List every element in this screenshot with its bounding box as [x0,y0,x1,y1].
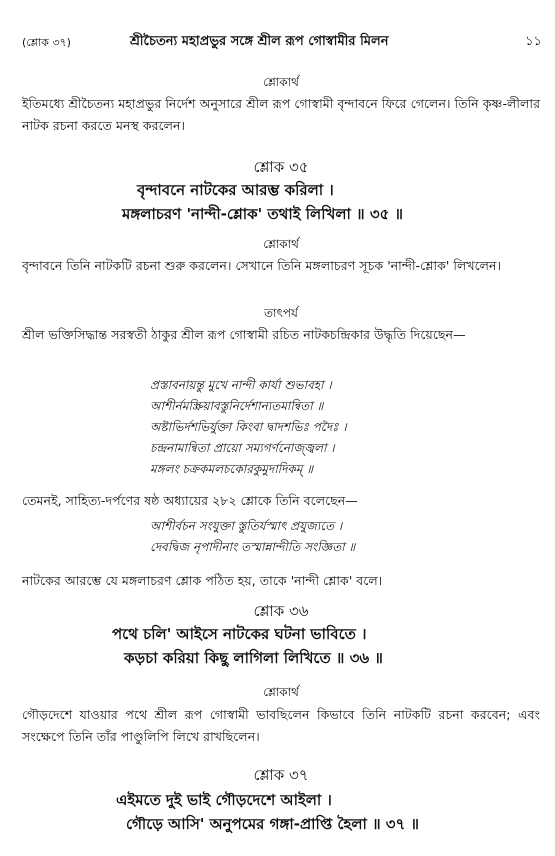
quote-1-line: অষ্টাভির্দশভির্যুক্তা কিংবা দ্বাদশভিঃ পদৈঃ । [150,420,347,434]
verse-text-37 [22,788,540,836]
purport-closing: নাটকের আরম্ভে যে মঙ্গলাচরণ শ্লোক পঠিত হয়, তাকে 'নান্দী শ্লোক' বলে। [22,573,383,588]
page-number: ১১ [525,34,542,49]
sanskrit-quote-1 [22,375,540,480]
sanskrit-quote-2 [22,516,540,558]
quote-2-line: দেবদ্বিজ নৃপাদীনাং তস্মান্নান্দীতি সংজ্ঞিতা ॥ [150,540,356,554]
purport-label: তাৎপর্য [264,306,298,320]
verse-text-36 [22,622,540,670]
quote-1-line: আশীর্নমস্ক্রিয়াবস্তুনির্দেশান্যতমান্বিতা ॥ [150,399,324,413]
verse-36-line-2: কড়চা করিয়া কিছু লাগিলা লিখিতে ॥ ৩৬ ॥ [124,649,383,667]
verse-text-35 [22,178,540,226]
translation-36-paragraph: গৌড়দেশে যাওয়ার পথে শ্রীল রূপ গোস্বামী ভাবছিলেন কিভাবে তিনি নাটকটি রচনা করবেন; এবং সংক্ষেপে তিনি তাঁর পাণ্ডুলিপি লিখে রাখছিলেন। [22,707,540,744]
verse-heading-35: শ্লোক ৩৫ [253,158,309,176]
translation-label-36: শ্লোকার্থ [263,685,299,699]
header-verse-ref: (শ্লোক ৩৭) [22,36,71,49]
quote-2-line: আশীর্বচন সংযুক্তা স্তুতির্যস্মাৎ প্রযুজ্যতে । [150,519,343,533]
quote-1-line: মঙ্গলং চক্রকমলচকোরকুমুদাদিকম্ ॥ [150,462,314,476]
verse-35-line-2: মঙ্গলাচরণ 'নান্দী-শ্লোক' তথাই লিখিলা ॥ ৩৫ ॥ [122,205,404,223]
verse-heading-37: শ্লোক ৩৭ [253,766,309,784]
translation-label: শ্লোকার্থ [263,75,299,89]
quote-1-line: চন্দ্রনামান্বিতা প্রায়ো সম্যগর্ণনোজ্জ্বলা । [150,441,335,455]
translation-label-35: শ্লোকার্থ [263,237,299,251]
header-chapter-title: শ্রীচৈতন্য মহাপ্রভুর সঙ্গে শ্রীল রূপ গোস্বামীর মিলন [130,34,389,49]
translation-35-paragraph: বৃন্দাবনে তিনি নাটকটি রচনা শুরু করলেন। সেখানে তিনি মঙ্গলাচরণ সূচক 'নান্দী-শ্লোক' লিখলেন। [22,258,502,273]
verse-37-line-1: এইমতে দুই ভাই গৌড়দেশে আইলা । [116,791,332,809]
purport-middle: তেমনই, সাহিত্য-দর্পণের ষষ্ঠ অধ্যায়ের ২৮২ শ্লোকে তিনি বলেছেন— [22,493,358,508]
verse-37-line-2: গৌড়ে আসি' অনুপমের গঙ্গা-প্রাপ্তি হৈলা ॥ ৩৭ ॥ [126,815,419,833]
quote-1-line: প্রস্তাবনায়ন্তু মুখে নান্দী কার্যা শুভাবহা । [150,378,332,392]
verse-35-line-1: বৃন্দাবনে নাটকের আরম্ভ করিলা । [137,181,334,199]
translation-paragraph: ইতিমধ্যে শ্রীচৈতন্য মহাপ্রভুর নির্দেশ অনুসারে শ্রীল রূপ গোস্বামী বৃন্দাবনে ফিরে গেলেন। তিনি কৃষ্ণ-লীলার নাটক রচনা করতে মনস্থ করলেন। [22,96,540,133]
verse-heading-36: শ্লোক ৩৬ [253,602,309,620]
purport-intro: শ্রীল ভক্তিসিদ্ধান্ত সরস্বতী ঠাকুর শ্রীল রূপ গোস্বামী রচিত নাটকচন্দ্রিকার উদ্ধৃতি দিয়েছেন— [22,327,466,342]
running-header [22,32,542,52]
verse-36-line-1: পথে চলি' আইসে নাটকের ঘটনা ভাবিতে । [112,625,367,643]
